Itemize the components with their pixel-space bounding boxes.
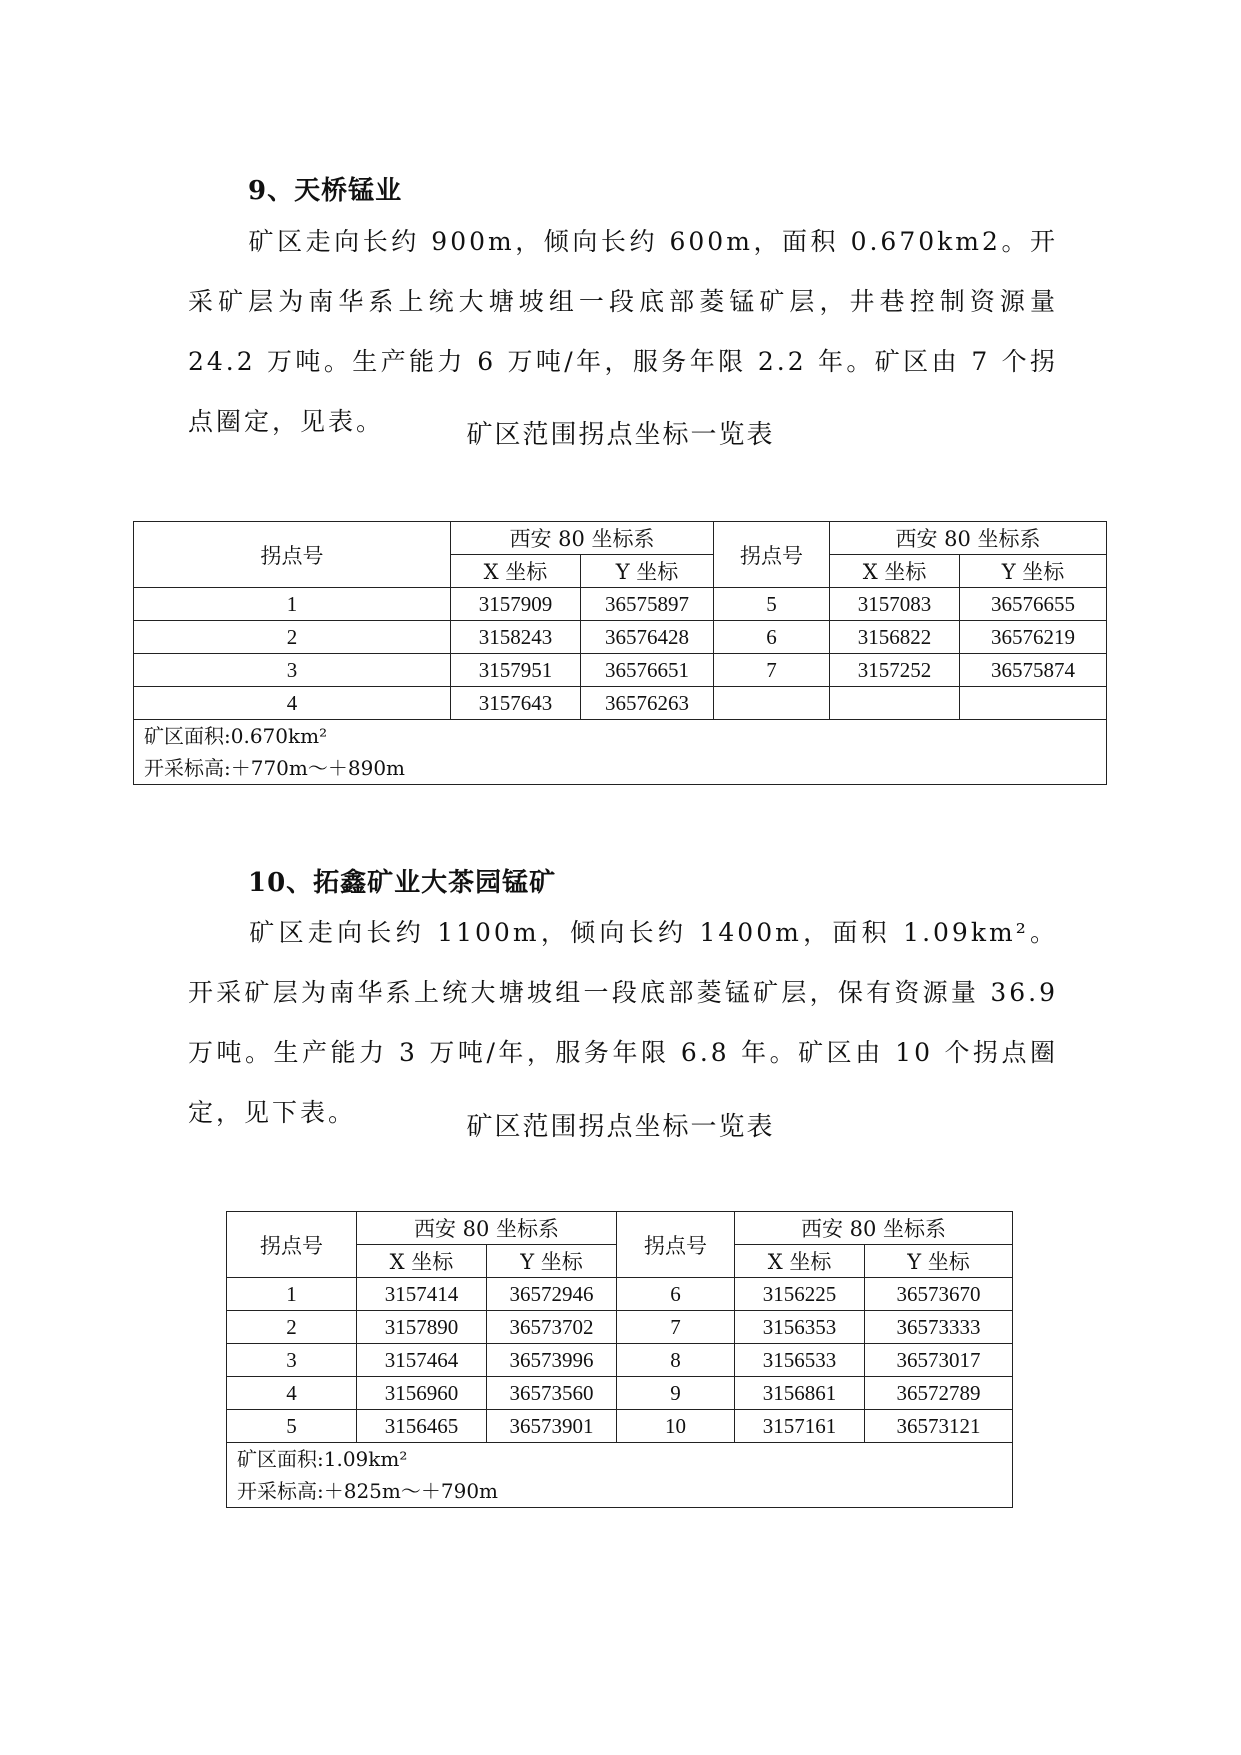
- table-row: [134, 687, 1107, 720]
- y-coordinate: 36575897: [581, 588, 714, 621]
- mining-area-size: 矿区面积:0.670km²: [144, 724, 328, 748]
- point-number: [714, 687, 830, 720]
- y-coordinate: 36572946: [487, 1278, 617, 1311]
- point-number: 5: [714, 588, 830, 621]
- x-coordinate: 3156960: [357, 1377, 487, 1410]
- point-number: 2: [227, 1311, 357, 1344]
- table-row: [227, 1377, 1013, 1410]
- header-y-coordinate: Y 坐标: [865, 1245, 1013, 1278]
- point-number: 7: [617, 1311, 735, 1344]
- point-number: 10: [617, 1410, 735, 1443]
- x-coordinate: 3157464: [357, 1344, 487, 1377]
- y-coordinate: 36573670: [865, 1278, 1013, 1311]
- x-coordinate: 3156225: [735, 1278, 865, 1311]
- table-row: [227, 1311, 1013, 1344]
- header-y-coordinate: Y 坐标: [960, 555, 1107, 588]
- y-coordinate: 36573333: [865, 1311, 1013, 1344]
- table-row: [227, 1278, 1013, 1311]
- y-coordinate: 36573901: [487, 1410, 617, 1443]
- mining-area-size: 矿区面积:1.09km²: [237, 1447, 408, 1471]
- mining-elevation: 开采标高:＋825m～＋790m: [237, 1479, 499, 1503]
- x-coordinate: 3156465: [357, 1410, 487, 1443]
- y-coordinate: [960, 687, 1107, 720]
- point-number: 2: [134, 621, 451, 654]
- section-10-coordinate-table: [226, 1211, 1013, 1508]
- x-coordinate: 3157161: [735, 1410, 865, 1443]
- x-coordinate: 3157643: [451, 687, 581, 720]
- x-coordinate: 3157909: [451, 588, 581, 621]
- table-footer: [134, 720, 1107, 785]
- point-number: 1: [134, 588, 451, 621]
- section-9-table-caption: 矿区范围拐点坐标一览表: [466, 420, 775, 450]
- x-coordinate: 3156533: [735, 1344, 865, 1377]
- header-x-coordinate: X 坐标: [735, 1245, 865, 1278]
- x-coordinate: 3157252: [830, 654, 960, 687]
- x-coordinate: 3157414: [357, 1278, 487, 1311]
- section-10-paragraph: 矿区走向长约 1100m，倾向长约 1400m，面积 1.09km²。开采矿层为南华系上统大塘坡组一段底部菱锰矿层，保有资源量 36.9 万吨。生产能力 3 万吨/年，服务年限 6.8 年。矿区由 10 个拐点圈定，见下表。: [188, 918, 1058, 1127]
- header-point-number: 拐点号: [714, 522, 830, 588]
- header-coordinate-system: 西安 80 坐标系: [735, 1212, 1013, 1245]
- point-number: 7: [714, 654, 830, 687]
- x-coordinate: 3156353: [735, 1311, 865, 1344]
- section-9-heading: 9、天桥锰业: [248, 176, 403, 206]
- y-coordinate: 36573017: [865, 1344, 1013, 1377]
- x-coordinate: 3156822: [830, 621, 960, 654]
- table-row: [134, 588, 1107, 621]
- y-coordinate: 36576219: [960, 621, 1107, 654]
- y-coordinate: 36576651: [581, 654, 714, 687]
- y-coordinate: 36573996: [487, 1344, 617, 1377]
- header-y-coordinate: Y 坐标: [487, 1245, 617, 1278]
- header-y-coordinate: Y 坐标: [581, 555, 714, 588]
- y-coordinate: 36576655: [960, 588, 1107, 621]
- x-coordinate: 3157083: [830, 588, 960, 621]
- section-10-heading: 10、拓鑫矿业大茶园锰矿: [248, 868, 557, 898]
- y-coordinate: 36573121: [865, 1410, 1013, 1443]
- point-number: 4: [227, 1377, 357, 1410]
- point-number: 5: [227, 1410, 357, 1443]
- y-coordinate: 36575874: [960, 654, 1107, 687]
- section-9-coordinate-table: [133, 521, 1107, 785]
- header-point-number: 拐点号: [617, 1212, 735, 1278]
- point-number: 3: [227, 1344, 357, 1377]
- header-x-coordinate: X 坐标: [830, 555, 960, 588]
- table-row: [134, 621, 1107, 654]
- y-coordinate: 36576263: [581, 687, 714, 720]
- table-row: [227, 1410, 1013, 1443]
- table-footer: [227, 1443, 1013, 1508]
- header-coordinate-system: 西安 80 坐标系: [830, 522, 1107, 555]
- point-number: 8: [617, 1344, 735, 1377]
- x-coordinate: 3156861: [735, 1377, 865, 1410]
- x-coordinate: 3157890: [357, 1311, 487, 1344]
- point-number: 4: [134, 687, 451, 720]
- mining-elevation: 开采标高:＋770m～＋890m: [144, 756, 406, 780]
- header-point-number: 拐点号: [227, 1212, 357, 1278]
- point-number: 6: [617, 1278, 735, 1311]
- header-point-number: 拐点号: [134, 522, 451, 588]
- x-coordinate: [830, 687, 960, 720]
- section-9-paragraph: 矿区走向长约 900m，倾向长约 600m，面积 0.670km2。开采矿层为南华系上统大塘坡组一段底部菱锰矿层，井巷控制资源量 24.2 万吨。生产能力 6 万吨/年，服务年限 2.2 年。矿区由 7 个拐点圈定，见表。: [188, 227, 1058, 436]
- x-coordinate: 3158243: [451, 621, 581, 654]
- point-number: 6: [714, 621, 830, 654]
- header-x-coordinate: X 坐标: [357, 1245, 487, 1278]
- table-row: [134, 654, 1107, 687]
- point-number: 9: [617, 1377, 735, 1410]
- point-number: 1: [227, 1278, 357, 1311]
- table-row: [227, 1344, 1013, 1377]
- header-x-coordinate: X 坐标: [451, 555, 581, 588]
- x-coordinate: 3157951: [451, 654, 581, 687]
- y-coordinate: 36576428: [581, 621, 714, 654]
- y-coordinate: 36572789: [865, 1377, 1013, 1410]
- y-coordinate: 36573560: [487, 1377, 617, 1410]
- header-coordinate-system: 西安 80 坐标系: [451, 522, 714, 555]
- header-coordinate-system: 西安 80 坐标系: [357, 1212, 617, 1245]
- section-10-table-caption: 矿区范围拐点坐标一览表: [466, 1112, 775, 1142]
- point-number: 3: [134, 654, 451, 687]
- y-coordinate: 36573702: [487, 1311, 617, 1344]
